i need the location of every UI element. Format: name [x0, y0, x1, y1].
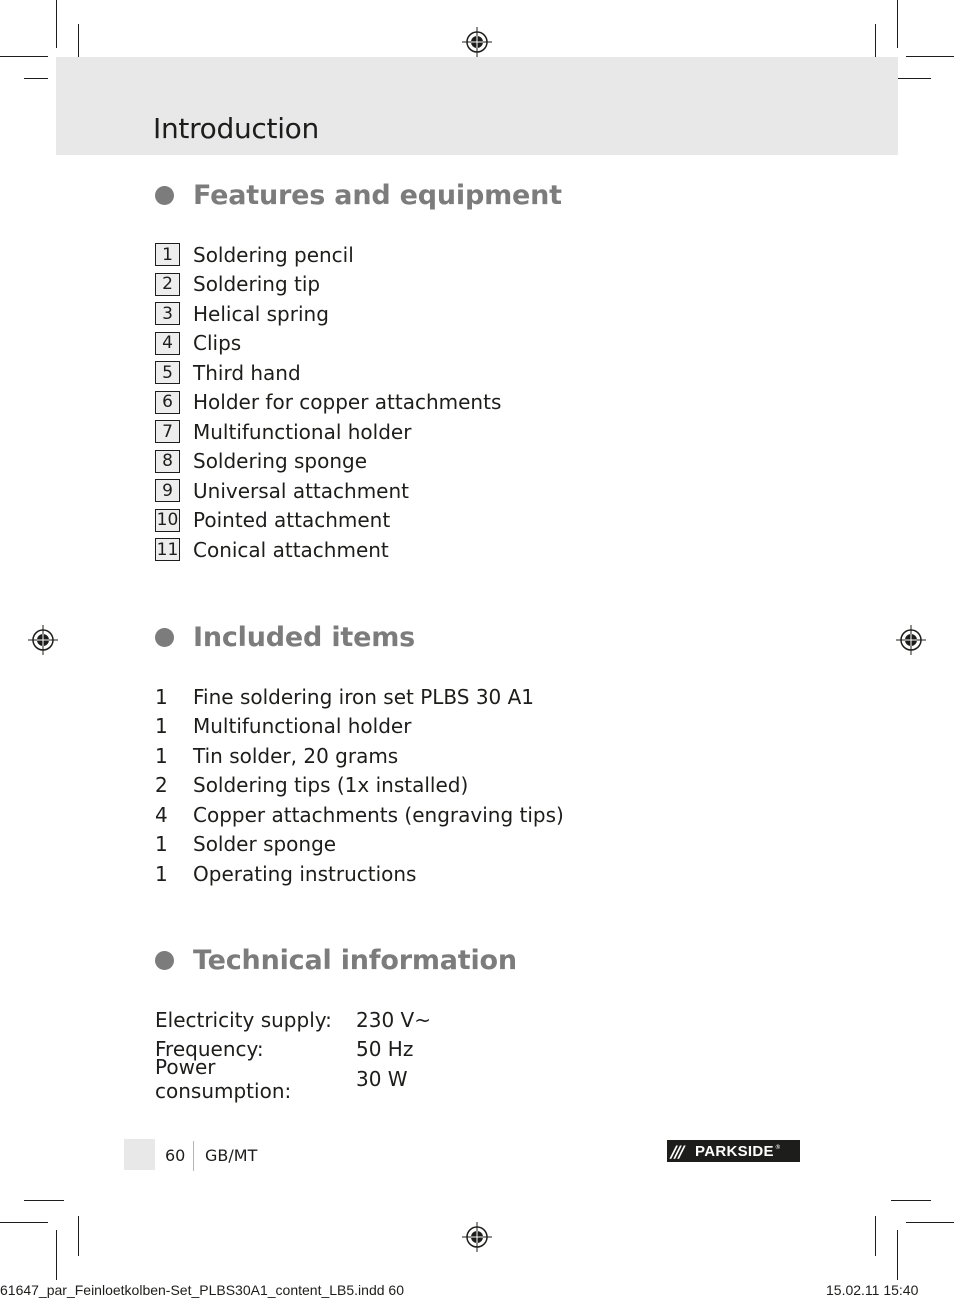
crop-mark-icon — [0, 1222, 48, 1223]
registration-mark-icon — [462, 1222, 492, 1252]
list-item — [155, 388, 501, 418]
item-label: Soldering sponge — [193, 449, 368, 474]
item-number-box: 2 — [155, 273, 180, 296]
item-number-box: 9 — [155, 479, 180, 502]
item-quantity: 1 — [155, 861, 168, 886]
spec-label: Frequency: — [155, 1037, 264, 1062]
crop-mark-icon — [0, 56, 48, 57]
item-number-box: 10 — [156, 510, 179, 531]
item-number-box: 5 — [155, 361, 180, 384]
item-quantity: 1 — [155, 714, 168, 739]
technical-title: Technical information — [193, 945, 517, 976]
item-label: Tin solder, 20 grams — [193, 743, 399, 768]
registration-mark-icon — [462, 27, 492, 57]
item-number-box: 1 — [155, 243, 180, 266]
logo-slashes: /// — [671, 1141, 683, 1161]
spec-label: Power consumption: — [155, 1054, 292, 1103]
item-number-box: 3 — [155, 302, 180, 325]
item-label: Holder for copper attachments — [193, 390, 502, 415]
item-label: Soldering tip — [193, 272, 321, 297]
footer-divider — [193, 1141, 194, 1171]
spec-label: Electricity supply: — [155, 1007, 332, 1032]
bullet-icon — [155, 186, 174, 205]
list-item — [155, 712, 564, 742]
item-label: Multifunctional holder — [193, 419, 412, 444]
item-label: Helical spring — [193, 301, 329, 326]
item-label: Solder sponge — [193, 832, 337, 857]
crop-mark-icon — [24, 78, 48, 79]
page-title: Introduction — [153, 112, 319, 145]
page-number: 60 — [165, 1146, 186, 1165]
registration-mark-icon — [28, 625, 58, 655]
item-number-box: 7 — [155, 420, 180, 443]
list-item — [155, 270, 501, 300]
crop-mark-icon — [24, 1200, 64, 1201]
features-list — [155, 240, 501, 565]
item-quantity: 1 — [155, 832, 168, 857]
list-item — [155, 358, 501, 388]
crop-mark-icon — [56, 0, 57, 48]
crop-mark-icon — [56, 1230, 57, 1280]
list-item — [155, 771, 564, 801]
list-item — [155, 800, 564, 830]
table-row — [155, 1005, 431, 1035]
features-heading — [155, 180, 562, 211]
item-number-box: 6 — [155, 391, 180, 414]
list-item — [155, 476, 501, 506]
crop-mark-icon — [875, 1216, 876, 1256]
logo-registered: ® — [774, 1143, 781, 1151]
crop-mark-icon — [78, 1216, 79, 1256]
included-heading — [155, 622, 415, 653]
item-number-box: 4 — [155, 332, 180, 355]
crop-mark-icon — [906, 1222, 954, 1223]
spec-value: 50 Hz — [356, 1037, 414, 1062]
footer-tab — [124, 1139, 155, 1170]
bullet-icon — [155, 951, 174, 970]
item-label: Soldering tips (1x installed) — [193, 773, 469, 798]
list-item — [155, 329, 501, 359]
list-item — [155, 682, 564, 712]
technical-heading — [155, 945, 517, 976]
logo-text: PARKSIDE — [695, 1142, 774, 1160]
item-label: Third hand — [193, 360, 301, 385]
item-label: Conical attachment — [193, 537, 389, 562]
item-quantity: 2 — [155, 773, 168, 798]
item-label: Pointed attachment — [193, 508, 391, 533]
item-label: Multifunctional holder — [193, 714, 412, 739]
list-item — [155, 741, 564, 771]
crop-mark-icon — [891, 1200, 931, 1201]
parkside-logo — [667, 1140, 800, 1162]
crop-mark-icon — [897, 0, 898, 48]
list-item — [155, 535, 501, 565]
item-label: Soldering pencil — [193, 242, 354, 267]
item-label: Universal attachment — [193, 478, 409, 503]
item-number-box: 8 — [155, 450, 180, 473]
item-label: Operating instructions — [193, 861, 417, 886]
spec-value: 230 V~ — [356, 1007, 431, 1032]
spec-value: 30 W — [356, 1066, 408, 1091]
included-list — [155, 682, 564, 889]
list-item — [155, 240, 501, 270]
crop-mark-icon — [897, 1230, 898, 1280]
list-item — [155, 447, 501, 477]
item-label: Clips — [193, 331, 242, 356]
item-number-box: 11 — [156, 539, 179, 560]
item-label: Fine soldering iron set PLBS 30 A1 — [193, 684, 535, 709]
list-item — [155, 299, 501, 329]
item-quantity: 1 — [155, 743, 168, 768]
list-item — [155, 506, 501, 536]
technical-table — [155, 1005, 431, 1103]
crop-mark-icon — [906, 56, 954, 57]
country-code: GB/MT — [205, 1146, 258, 1165]
list-item — [155, 830, 564, 860]
item-quantity: 1 — [155, 684, 168, 709]
table-row — [155, 1054, 431, 1103]
slug-datetime: 15.02.11 15:40 — [826, 1282, 919, 1298]
item-quantity: 4 — [155, 802, 168, 827]
list-item — [155, 859, 564, 889]
list-item — [155, 417, 501, 447]
registration-mark-icon — [896, 625, 926, 655]
bullet-icon — [155, 628, 174, 647]
item-label: Copper attachments (engraving tips) — [193, 802, 564, 827]
features-title: Features and equipment — [193, 180, 562, 211]
included-title: Included items — [193, 622, 415, 653]
slug-filename: 61647_par_Feinloetkolben-Set_PLBS30A1_content_LB5.indd 60 — [0, 1282, 404, 1298]
